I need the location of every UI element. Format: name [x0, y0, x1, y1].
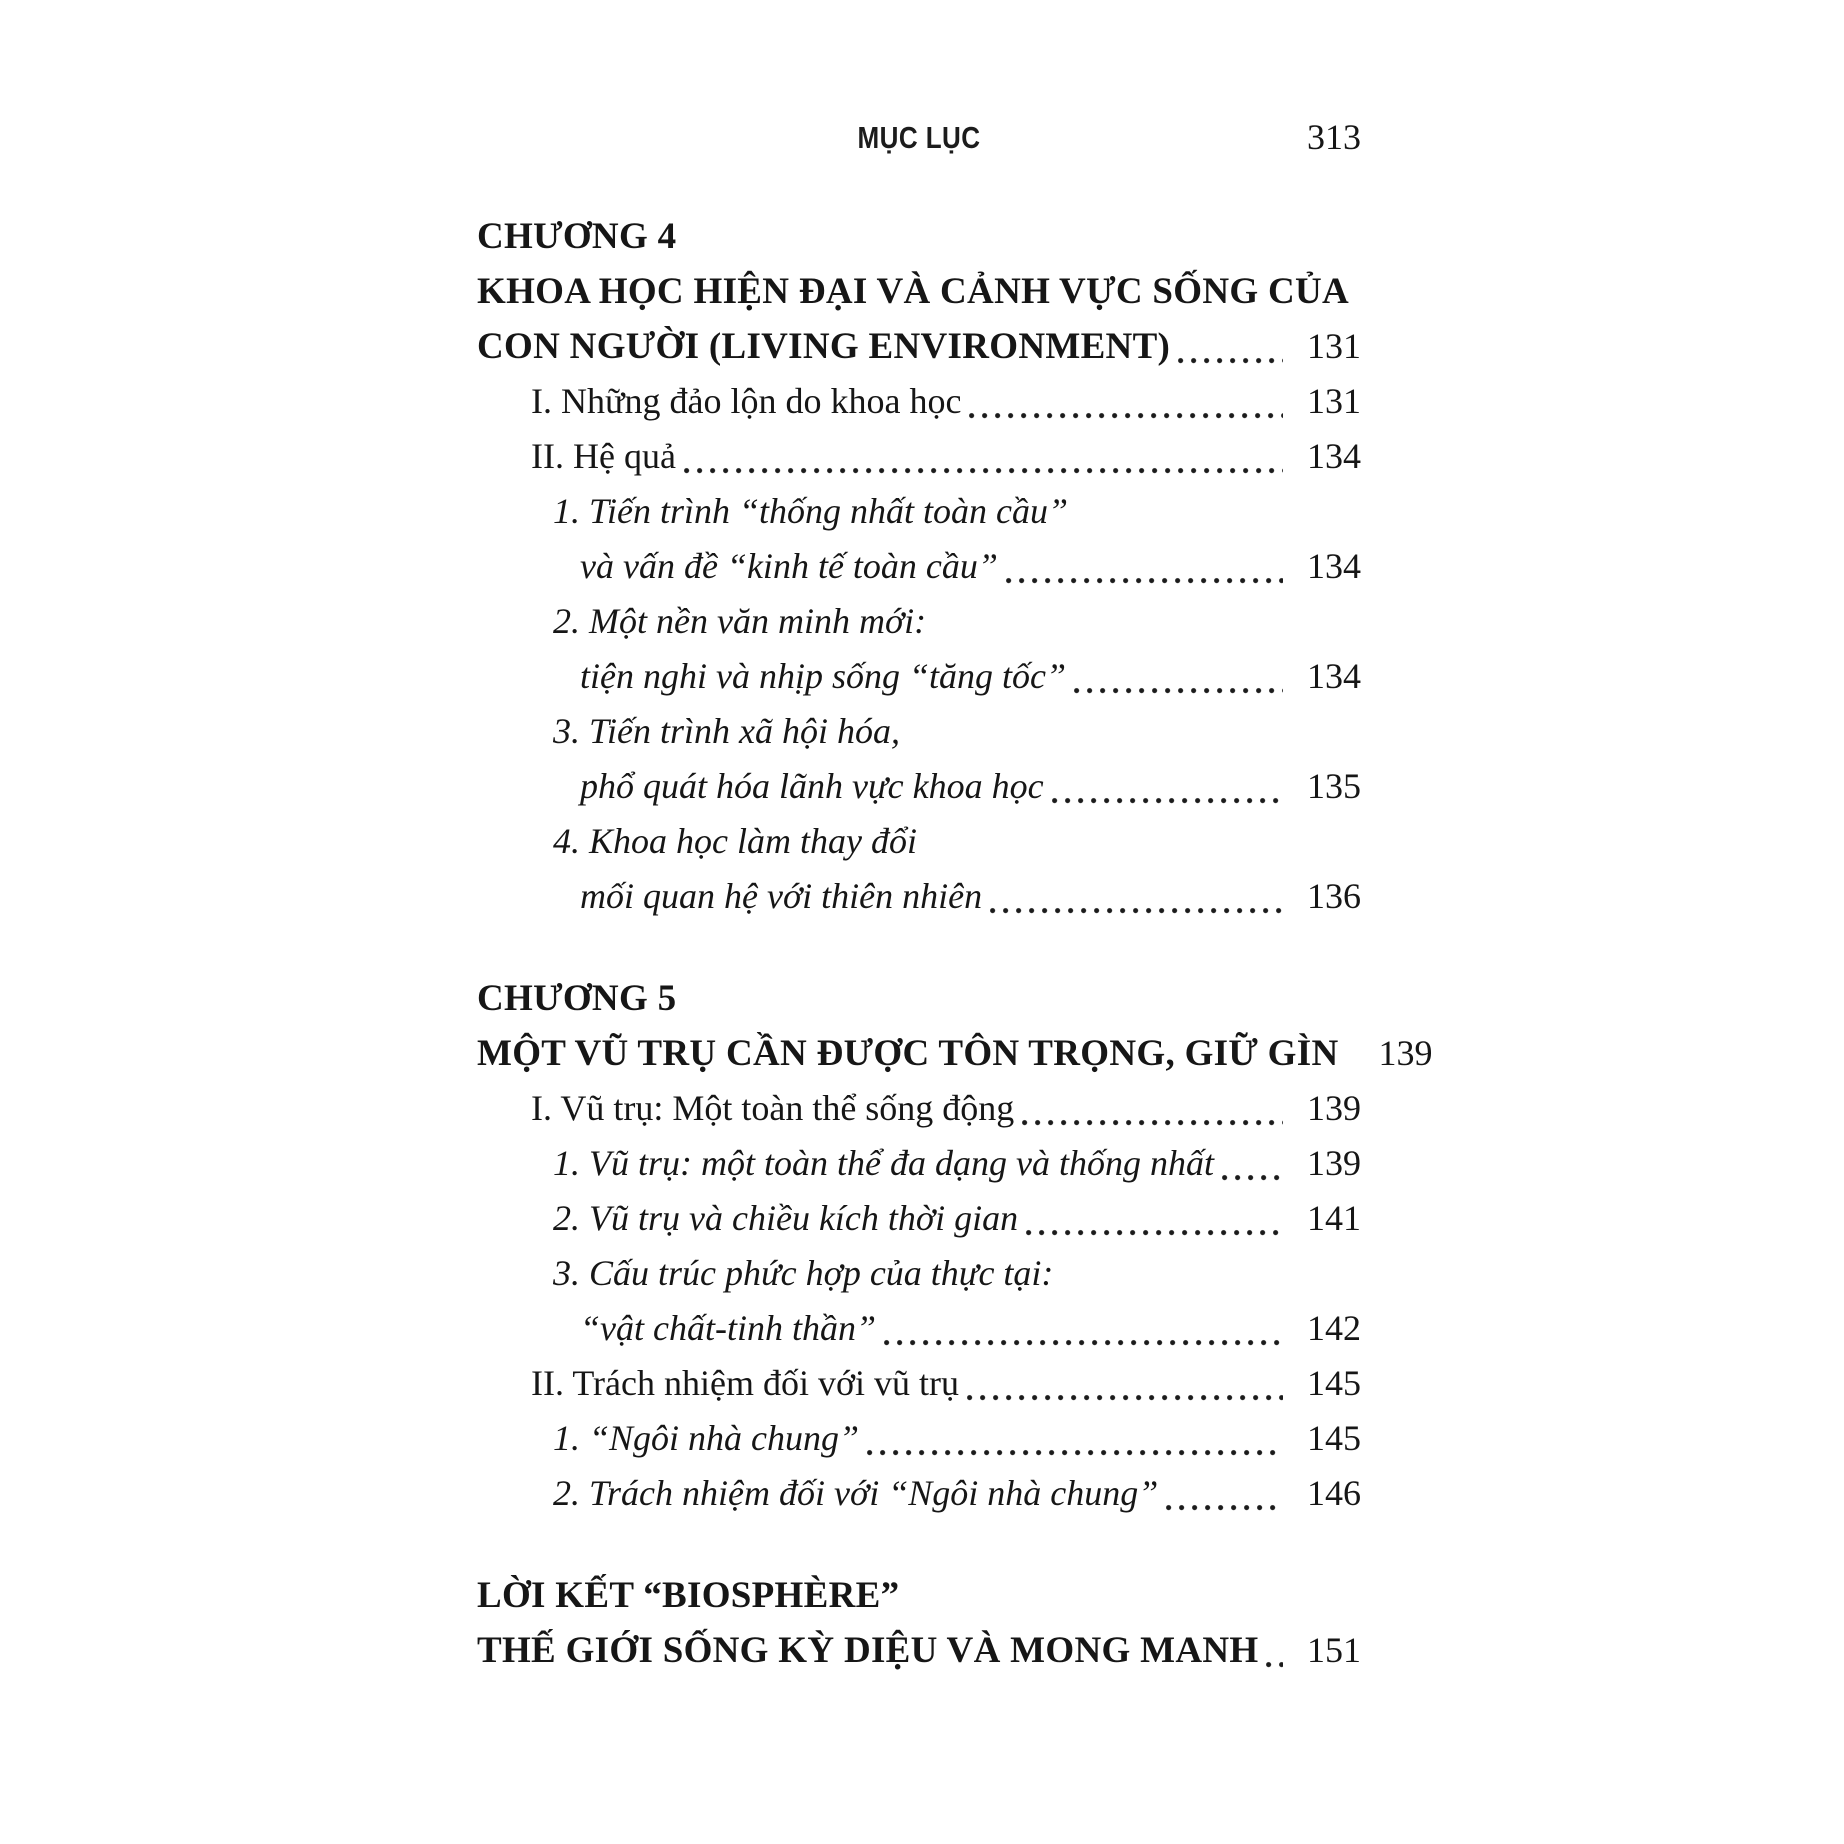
toc-entry-text: mối quan hệ với thiên nhiên	[580, 876, 983, 916]
toc-row	[477, 1411, 1361, 1466]
toc-page-number: 151	[1307, 1630, 1361, 1670]
dot-leader	[907, 1606, 1283, 1614]
dot-leader	[1076, 522, 1283, 530]
toc-entry-text: tiện nghi và nhịp sống “tăng tốc”	[580, 656, 1066, 696]
page-number: 313	[1307, 117, 1361, 157]
toc-row	[477, 374, 1361, 429]
running-header-title: MỤC LỤC	[857, 120, 981, 155]
dot-leader	[967, 1394, 1283, 1402]
toc-entry-text: II. Hệ quả	[531, 436, 676, 476]
toc-entry-text: 1. Tiến trình “thống nhất toàn cầu”	[553, 491, 1069, 531]
dot-leader	[1266, 1661, 1283, 1669]
dot-leader	[1022, 1119, 1283, 1127]
toc-row	[477, 759, 1361, 814]
toc-page-number: 145	[1307, 1418, 1361, 1458]
toc-row	[477, 1191, 1361, 1246]
toc-entry-text: KHOA HỌC HIỆN ĐẠI VÀ CẢNH VỰC SỐNG CỦA	[477, 271, 1350, 312]
toc-row	[477, 539, 1361, 594]
toc-row	[477, 649, 1361, 704]
dot-leader	[1052, 797, 1283, 805]
dot-leader	[908, 742, 1283, 750]
toc-entry-text: CHƯƠNG 5	[477, 978, 677, 1019]
toc-row	[477, 1356, 1361, 1411]
toc-entry-text: MỘT VŨ TRỤ CẦN ĐƯỢC TÔN TRỌNG, GIỮ GÌN	[477, 1033, 1339, 1074]
dot-leader	[1074, 687, 1283, 695]
toc-page-number: 131	[1307, 381, 1361, 421]
dot-leader	[969, 412, 1283, 420]
dot-leader	[1178, 357, 1283, 365]
toc-page-number: 131	[1307, 326, 1361, 366]
toc-entry-text: LỜI KẾT “BIOSPHÈRE”	[477, 1575, 900, 1616]
dot-leader	[684, 1009, 1283, 1017]
dot-leader	[1222, 1174, 1283, 1182]
toc-row	[477, 1081, 1361, 1136]
toc-row	[477, 971, 1361, 1026]
toc-row	[477, 869, 1361, 924]
dot-leader	[925, 852, 1283, 860]
toc-page-number: 134	[1307, 436, 1361, 476]
toc-row	[477, 814, 1361, 869]
dot-leader	[990, 907, 1283, 915]
toc-row	[477, 484, 1361, 539]
toc-entry-text: THẾ GIỚI SỐNG KỲ DIỆU VÀ MONG MANH	[477, 1630, 1259, 1671]
toc-entry-text: và vấn đề “kinh tế toàn cầu”	[580, 546, 998, 586]
dot-leader	[1061, 1284, 1283, 1292]
toc-row	[477, 1466, 1361, 1521]
toc-entry-text: “vật chất-tinh thần”	[580, 1308, 876, 1348]
toc-entry-text: 4. Khoa học làm thay đổi	[553, 821, 917, 861]
toc-entry-text: 1. Vũ trụ: một toàn thể đa dạng và thống nhất	[553, 1143, 1214, 1183]
toc-entry-text: 3. Tiến trình xã hội hóa,	[553, 711, 901, 751]
toc-page-number: 141	[1307, 1198, 1361, 1238]
toc-page-number: 139	[1307, 1088, 1361, 1128]
toc-row	[477, 594, 1361, 649]
dot-leader	[867, 1449, 1283, 1457]
dot-leader	[684, 247, 1283, 255]
toc	[477, 209, 1433, 1678]
toc-entry-text: CON NGƯỜI (LIVING ENVIRONMENT)	[477, 326, 1171, 367]
toc-entry-text: CHƯƠNG 4	[477, 216, 677, 257]
toc-row	[477, 1568, 1361, 1623]
toc-row	[477, 1623, 1361, 1678]
toc-row	[477, 209, 1361, 264]
dot-leader	[1346, 1064, 1354, 1072]
page-content	[477, 112, 1433, 1678]
dot-leader	[1006, 577, 1283, 585]
toc-page-number: 139	[1378, 1033, 1433, 1073]
toc-page-number: 142	[1307, 1308, 1361, 1348]
toc-row	[477, 319, 1361, 374]
dot-leader	[884, 1339, 1283, 1347]
toc-page-number: 145	[1307, 1363, 1361, 1403]
toc-page-number: 135	[1307, 766, 1361, 806]
toc-row	[477, 1246, 1361, 1301]
toc-row	[477, 1301, 1361, 1356]
toc-entry-text: phổ quát hóa lãnh vực khoa học	[580, 766, 1044, 806]
dot-leader	[684, 467, 1283, 475]
toc-page-number: 134	[1307, 656, 1361, 696]
toc-entry-text: I. Những đảo lộn do khoa học	[531, 381, 962, 421]
running-header	[477, 112, 1361, 167]
toc-entry-text: 2. Vũ trụ và chiều kích thời gian	[553, 1198, 1019, 1238]
toc-entry-text: I. Vũ trụ: Một toàn thể sống động	[531, 1088, 1015, 1128]
toc-page-number: 139	[1307, 1143, 1361, 1183]
dot-leader	[1166, 1504, 1283, 1512]
toc-row	[477, 264, 1361, 319]
toc-page-number: 136	[1307, 876, 1361, 916]
toc-row	[477, 704, 1361, 759]
dot-leader	[1357, 302, 1365, 310]
toc-entry-text: 1. “Ngôi nhà chung”	[553, 1418, 860, 1458]
toc-entry-text: 2. Một nền văn minh mới:	[553, 601, 927, 641]
toc-row	[477, 429, 1361, 484]
dot-leader	[934, 632, 1283, 640]
toc-entry-text: 2. Trách nhiệm đối với “Ngôi nhà chung”	[553, 1473, 1159, 1513]
toc-page-number: 146	[1307, 1473, 1361, 1513]
toc-page-number: 134	[1307, 546, 1361, 586]
toc-row	[477, 1136, 1361, 1191]
toc-entry-text: II. Trách nhiệm đối với vũ trụ	[531, 1363, 960, 1403]
toc-row	[477, 1026, 1433, 1081]
dot-leader	[1026, 1229, 1283, 1237]
toc-entry-text: 3. Cấu trúc phức hợp của thực tại:	[553, 1253, 1054, 1293]
